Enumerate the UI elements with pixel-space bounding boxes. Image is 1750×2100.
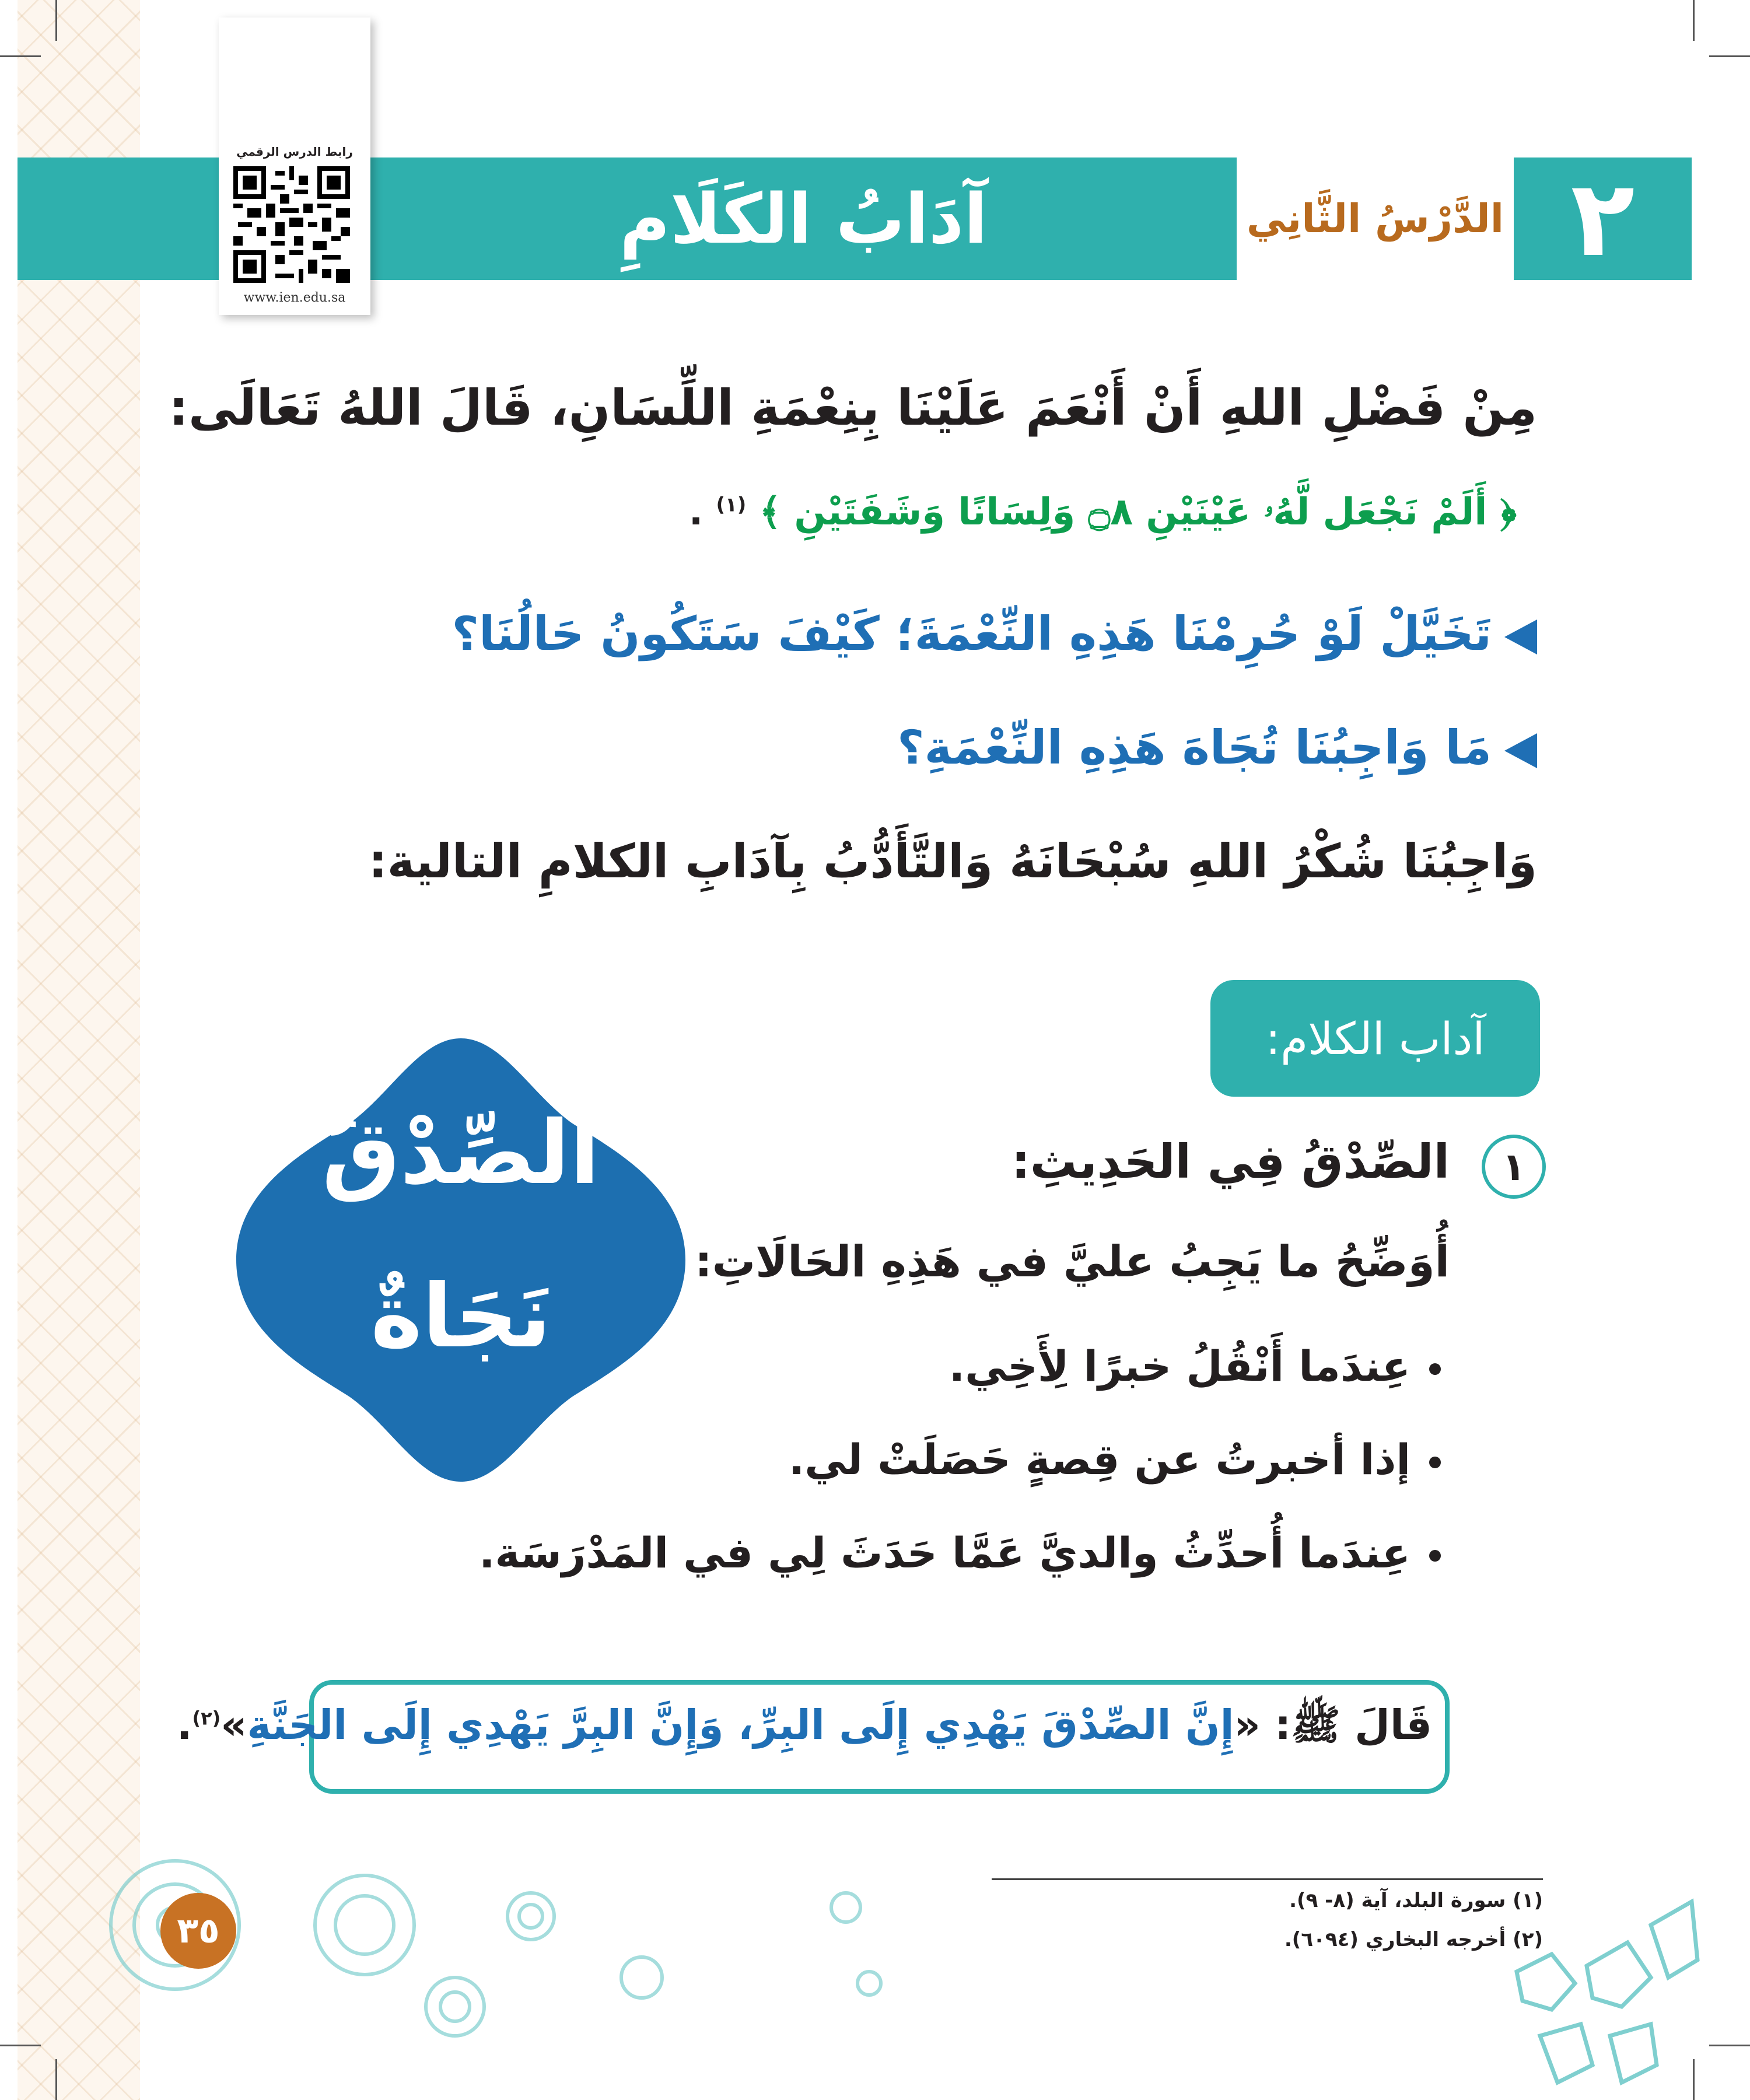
qr-code-icon[interactable]: [233, 166, 350, 283]
bullet-dot-icon: [1429, 1550, 1441, 1562]
triangle-bullet-icon: [1504, 733, 1537, 768]
lesson-title: آدَابُ الكَلَامِ: [620, 178, 988, 259]
hadith-text: إِنَّ الصِّدْقَ يَهْدِي إِلَى البِرِّ، وَإِنَّ البِرَّ يَهْدِي إِلَى الجَنَّةِ: [247, 1701, 1234, 1749]
crop-mark: [55, 2059, 57, 2100]
quran-verse-line: [689, 490, 1517, 534]
bullet-dot-icon: [1429, 1457, 1441, 1468]
decorative-side-pattern: [18, 0, 140, 2100]
qr-url[interactable]: www.ien.edu.sa: [243, 290, 346, 305]
crop-mark: [1709, 2045, 1750, 2046]
footnote-1: (١) سورة البلد، آية (٨- ٩).: [1289, 1889, 1543, 1912]
intro-text: مِنْ فَضْلِ اللهِ أَنْ أَنْعَمَ عَلَيْنَا بِنِعْمَةِ اللِّسَانِ، قَالَ اللهُ تَعَالَى:: [169, 379, 1537, 436]
footnote-divider: [992, 1878, 1543, 1880]
duty-text: وَاجِبُنَا شُكْرُ اللهِ سُبْحَانَهُ وَالتَّأَدُّبُ بِآدَابِ الكلامِ التالية:: [368, 834, 1537, 888]
lesson-label: الدَّرْسُ الثَّانِي: [1246, 195, 1504, 242]
footer-rosette-pattern: [105, 1838, 980, 2071]
crop-mark: [0, 55, 41, 57]
question-1: [452, 607, 1537, 661]
hadith-footnote-ref: (٢): [192, 1707, 221, 1730]
list-item: [949, 1342, 1441, 1391]
question-text: مَا وَاجِبُنَا تُجَاهَ هَذِهِ النِّعْمَةِ؟: [897, 720, 1492, 775]
item-title: الصِّدْقُ فِي الحَدِيثِ:: [1011, 1135, 1450, 1189]
question-text: تَخَيَّلْ لَوْ حُرِمْنَا هَذِهِ النِّعْمَةَ؛ كَيْفَ سَتَكُونُ حَالُنَا؟: [452, 607, 1492, 661]
verse-footnote-ref: (١): [716, 493, 747, 517]
item-number-badge: ١: [1482, 1135, 1546, 1199]
crop-mark: [1693, 0, 1695, 41]
hadith-suffix: »: [220, 1701, 247, 1749]
section-label: آداب الكلام:: [1210, 980, 1540, 1097]
question-2: [897, 720, 1537, 775]
list-item: [479, 1528, 1441, 1577]
list-item: [789, 1435, 1441, 1484]
list-item-text: عِندَما أُحدِّثُ والديَّ عَمَّا حَدَثَ لِي في المَدْرَسَة.: [479, 1528, 1410, 1577]
page-number: ٣٥: [160, 1893, 236, 1969]
list-item-text: إذا أخبرتُ عن قِصةٍ حَصَلَتْ لي.: [788, 1435, 1410, 1484]
list-item-text: عِندَما أَنْقُلُ خبرًا لِأَخِي.: [949, 1342, 1410, 1391]
footnote-2: (٢) أخرجه البخاري (٦٠٩٤).: [1284, 1928, 1543, 1951]
verse-end-period: .: [688, 491, 704, 534]
crop-mark: [55, 0, 57, 41]
footer-geometric-decoration: [1505, 1890, 1703, 2100]
qr-label: رابط الدرس الرقمي: [236, 145, 353, 159]
hadith-end: .: [176, 1701, 192, 1749]
badge-text-salvation: نَجَاةٌ: [370, 1266, 551, 1367]
bullet-dot-icon: [1429, 1363, 1441, 1375]
truth-badge-shape: [228, 1030, 694, 1490]
triangle-bullet-icon: [1504, 620, 1537, 654]
crop-mark: [1709, 55, 1750, 57]
badge-text-truth: الصِّدْقُ: [321, 1102, 600, 1204]
header-band: [18, 158, 219, 280]
hadith-line: [177, 1700, 1432, 1759]
lesson-number: ٢: [1514, 158, 1692, 280]
hadith-prefix: قَالَ ﷺ: «: [1234, 1701, 1432, 1749]
crop-mark: [0, 2045, 41, 2046]
item-instruction: أُوَضِّحُ ما يَجِبُ عليَّ في هَذِهِ الحَالَاتِ:: [695, 1237, 1450, 1287]
quran-verse: ﴿ أَلَمْ نَجْعَل لَّهُۥ عَيْنَيْنِ ۝٨ وَلِسَانًا وَشَفَتَيْنِ ﴾: [759, 491, 1517, 534]
